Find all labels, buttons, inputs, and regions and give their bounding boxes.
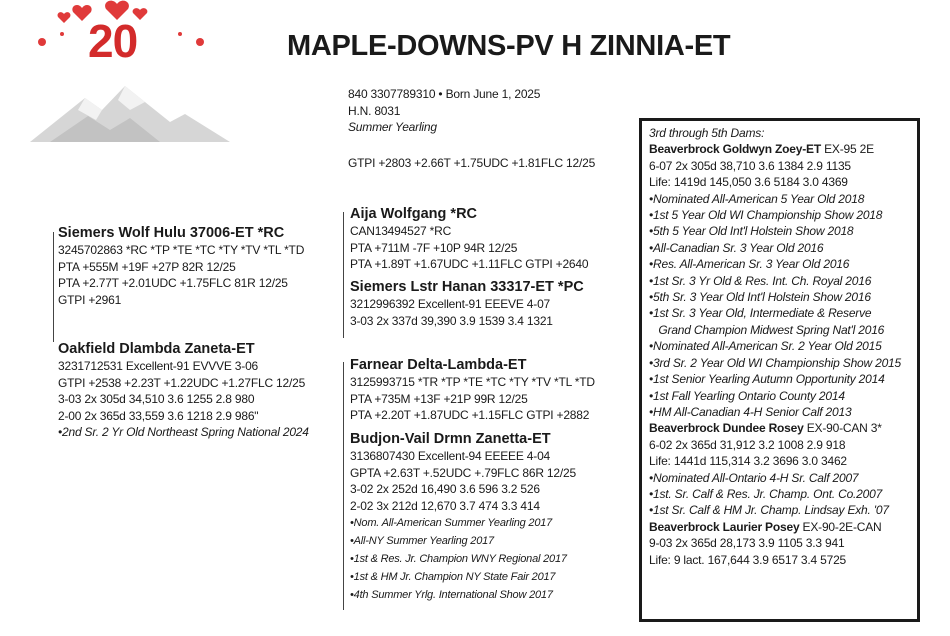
dam3-name: Beaverbrock Goldwyn Zoey-ET	[649, 142, 821, 157]
dam-dam-line: 3-02 2x 252d 16,490 3.6 596 3.2 526	[350, 482, 540, 496]
extended-dams-box	[639, 118, 920, 622]
dam5-score: EX-90-2E-CAN	[799, 519, 882, 534]
dam3-note: •3rd Sr. 2 Year Old WI Championship Show 2015	[649, 355, 902, 370]
dam3-note: Grand Champion Midwest Spring Nat'l 2016	[649, 322, 885, 337]
dam5-record: 9-03 2x 365d 28,173 3.9 1105 3.3 941	[649, 536, 845, 551]
dam3-note: •1st Fall Yearling Ontario County 2014	[649, 388, 845, 403]
lot-number: 20	[88, 15, 138, 67]
dam3-note: •HM All-Canadian 4-H Senior Calf 2013	[649, 404, 852, 419]
dam4-score: EX-90-CAN 3*	[803, 421, 882, 436]
dam4-record: Life: 1441d 115,314 3.2 3696 3.0 3462	[649, 454, 847, 469]
gtpi-line: GTPI +2803 +2.66T +1.75UDC +1.81FLC 12/25	[348, 155, 596, 170]
sire-sire-bracket	[343, 212, 344, 338]
dam-sire-line: PTA +735M +13F +21P 99R 12/25	[350, 391, 528, 406]
dam-sire-line: 3125993715 *TR *TP *TE *TC *TY *TV *TL *TD	[350, 375, 595, 389]
dam3-note: •1st Sr. 3 Yr Old & Res. Int. Ch. Royal 2016	[649, 273, 872, 288]
dam-dam-line: 2-02 3x 212d 12,670 3.7 474 3.3 414	[350, 498, 540, 513]
sire-bracket	[53, 232, 54, 342]
dam-note: •2nd Sr. 2 Yr Old Northeast Spring National 2024	[58, 425, 309, 439]
dam3-record: 6-07 2x 305d 38,710 3.6 1384 2.9 1135	[649, 158, 851, 173]
dam-dam-note: •Nom. All-American Summer Yearling 2017	[350, 517, 553, 529]
hn-line: H.N. 8031	[348, 103, 401, 118]
animal-info	[348, 86, 595, 171]
sire-line: 3245702863 *RC *TP *TE *TC *TY *TV *TL *TD	[58, 243, 305, 257]
dam-block	[58, 340, 309, 441]
dam-sire-line: PTA +2.20T +1.87UDC +1.15FLC GTPI +2882	[350, 408, 590, 422]
dam4-note: •Nominated All-Ontario 4-H Sr. Calf 2007	[649, 470, 859, 485]
class-line: Summer Yearling	[348, 120, 437, 134]
dam5-name: Beaverbrock Laurier Posey	[649, 519, 800, 534]
sire-sire-name: Aija Wolfgang *RC	[350, 206, 478, 222]
dam3-note: •5th 5 Year Old Int'l Holstein Show 2018	[649, 224, 854, 239]
dam3-note: •All-Canadian Sr. 3 Year Old 2016	[649, 240, 824, 255]
dam4-record: 6-02 2x 365d 31,912 3.2 1008 2.9 918	[649, 437, 846, 452]
dot-icon	[60, 32, 64, 36]
dam3-record: Life: 1419d 145,050 3.6 5184 3.0 4369	[649, 175, 848, 190]
dam3-note: •Nominated All-American Sr. 2 Year Old 2015	[649, 339, 882, 354]
dam3-note: •1st Senior Yearling Autumn Opportunity 2014	[649, 372, 885, 387]
dams-heading: 3rd through 5th Dams:	[649, 126, 765, 140]
dam-dam-line: 3136807430 Excellent-94 EEEEE 4-04	[350, 449, 551, 463]
dam-sire-bracket	[343, 362, 344, 610]
dam-dam-note: •All-NY Summer Yearling 2017	[350, 535, 494, 547]
dam3-note: •1st Sr. 3 Year Old, Intermediate & Reserve	[649, 306, 872, 321]
mountain-logo	[30, 80, 230, 150]
animal-title: MAPLE-DOWNS-PV H ZINNIA-ET	[287, 30, 731, 62]
dam-dam-block	[350, 430, 576, 604]
dam-dam-note: •1st & Res. Jr. Champion WNY Regional 2017	[350, 553, 567, 565]
dam3-note: •5th Sr. 3 Year Old Int'l Holstein Show 2016	[649, 290, 871, 305]
sire-line: PTA +2.77T +2.01UDC +1.75FLC 81R 12/25	[58, 276, 288, 290]
sire-name: Siemers Wolf Hulu 37006-ET *RC	[58, 225, 285, 241]
dam3-note: •Res. All-American Sr. 3 Year Old 2016	[649, 257, 850, 272]
dam3-score: EX-95 2E	[820, 142, 874, 157]
sire-dam-name: Siemers Lstr Hanan 33317-ET *PC	[350, 279, 584, 295]
dam4-header	[649, 420, 917, 436]
dot-icon	[196, 38, 204, 46]
dam-sire-name: Farnear Delta-Lambda-ET	[350, 357, 527, 373]
dam-line: 3-03 2x 305d 34,510 3.6 1255 2.8 980	[58, 392, 255, 406]
dam-dam-line: GPTA +2.63T +.52UDC +.79FLC 86R 12/25	[350, 465, 576, 480]
dot-icon	[38, 38, 46, 46]
dam-dam-name: Budjon-Vail Drmn Zanetta-ET	[350, 431, 551, 447]
dam3-note: •Nominated All-American 5 Year Old 2018	[649, 191, 865, 206]
sire-dam-block	[350, 278, 584, 329]
sire-block	[58, 224, 304, 308]
dam5-header	[649, 519, 917, 535]
dam-sire-block	[350, 356, 595, 424]
registration-line: 840 3307789310 • Born June 1, 2025	[348, 87, 541, 101]
dam3-header	[649, 141, 917, 157]
sire-dam-line: 3212996392 Excellent-91 EEEVE 4-07	[350, 297, 551, 311]
dam-dam-note: •1st & HM Jr. Champion NY State Fair 2017	[350, 571, 556, 583]
dam4-note: •1st. Sr. Calf & Res. Jr. Champ. Ont. Co.2007	[649, 486, 883, 501]
dam-line: GTPI +2538 +2.23T +1.22UDC +1.27FLC 12/25	[58, 375, 306, 390]
sire-sire-line: PTA +1.89T +1.67UDC +1.11FLC GTPI +2640	[350, 257, 589, 271]
dam4-name: Beaverbrock Dundee Rosey	[649, 421, 804, 436]
sire-line: GTPI +2961	[58, 292, 122, 307]
heart-icon	[58, 12, 71, 23]
dot-icon	[178, 32, 182, 36]
sire-dam-line: 3-03 2x 337d 39,390 3.9 1539 3.4 1321	[350, 313, 553, 328]
dam5-record: Life: 9 lact. 167,644 3.9 6517 3.4 5725	[649, 552, 847, 567]
dam4-note: •1st Sr. Calf & HM Jr. Champ. Lindsay Exh. '07	[649, 503, 889, 518]
sire-sire-line: PTA +711M -7F +10P 94R 12/25	[350, 240, 518, 255]
dam-dam-note: •4th Summer Yrlg. International Show 2017	[350, 589, 553, 601]
sire-sire-block	[350, 205, 588, 273]
dam-line: 2-00 2x 365d 33,559 3.6 1218 2.9 986"	[58, 408, 259, 423]
dam-name: Oakfield Dlambda Zaneta-ET	[58, 341, 255, 357]
sire-sire-line: CAN13494527 *RC	[350, 224, 452, 238]
dam3-note: •1st 5 Year Old WI Championship Show 2018	[649, 208, 883, 223]
sire-line: PTA +555M +19F +27P 82R 12/25	[58, 259, 236, 274]
dam-line: 3231712531 Excellent-91 EVVVE 3-06	[58, 359, 259, 373]
